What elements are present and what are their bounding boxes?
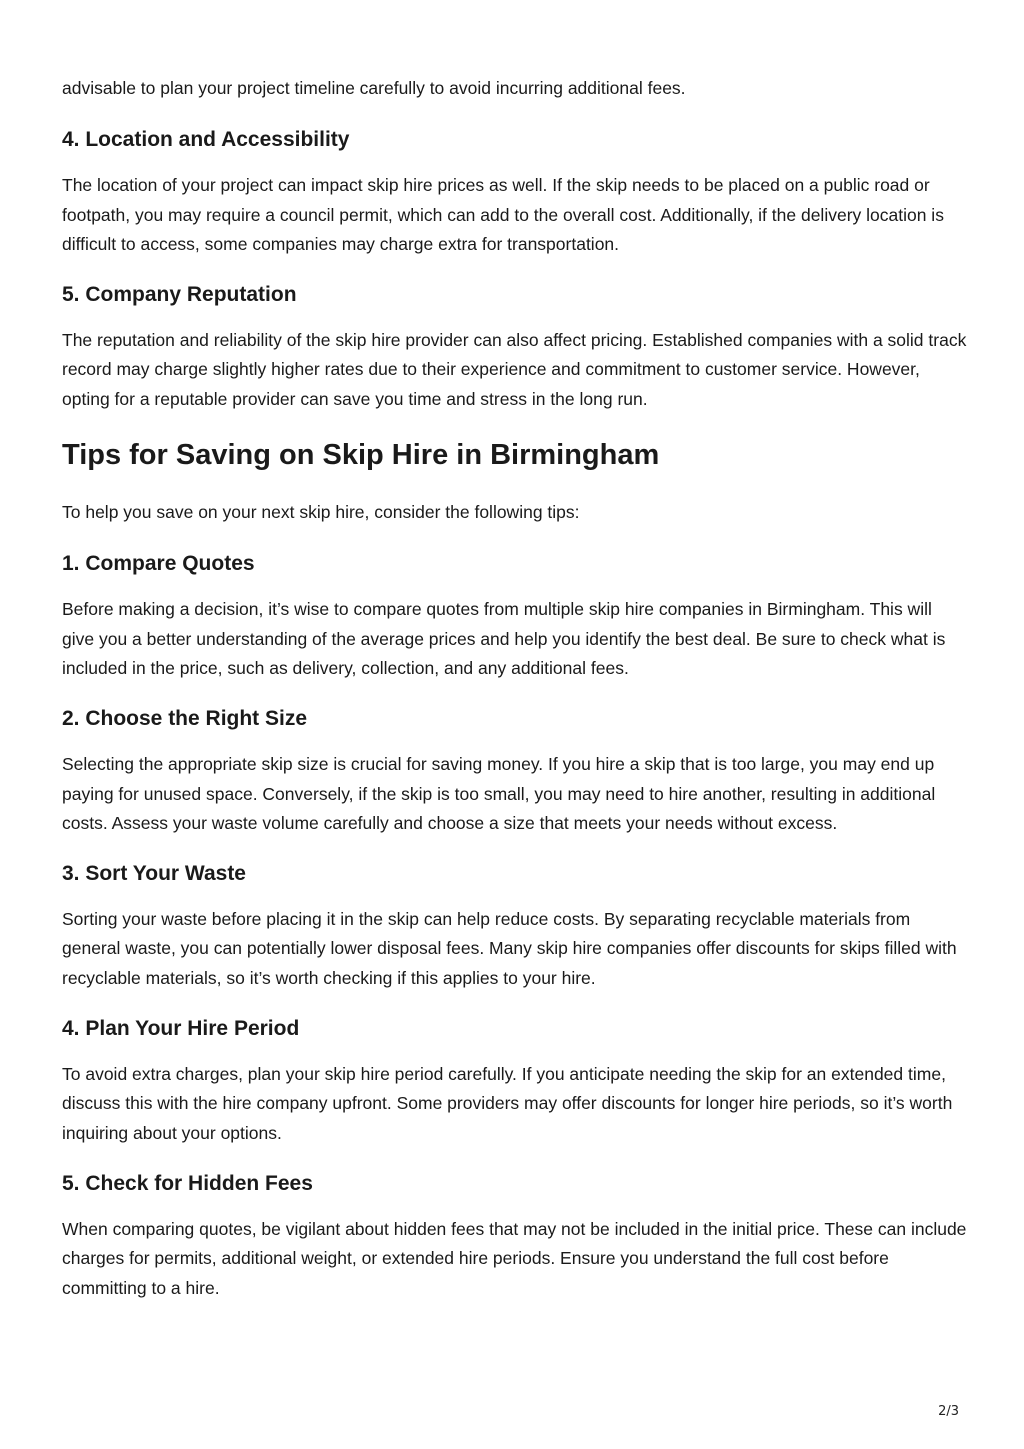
tips-section-intro: To help you save on your next skip hire, consider the following tips:: [62, 502, 580, 523]
tip-compare-quotes-body: Before making a decision, it’s wise to compare quotes from multiple skip hire companies in Birmingham. This will give you a better understanding of the average prices and help you identify the best deal. Be sure to check what is included in the price, such as delivery, collection, and any additional fees.: [62, 599, 946, 678]
tip-compare-quotes-heading: 1. Compare Quotes: [62, 552, 255, 576]
tip-sort-waste-body: Sorting your waste before placing it in the skip can help reduce costs. By separating recyclable materials from general waste, you can potentially lower disposal fees. Many skip hire companies offer discounts for skips filled with recyclable materials, so it’s worth checking if this applies to your hire.: [62, 909, 957, 988]
page-number: 2/3: [938, 1404, 959, 1419]
tip-hire-period-heading: 4. Plan Your Hire Period: [62, 1017, 300, 1041]
tip-hidden-fees-heading: 5. Check for Hidden Fees: [62, 1171, 313, 1195]
tip-right-size-body: Selecting the appropriate skip size is crucial for saving money. If you hire a skip that is too large, you may end up paying for unused space. Conversely, if the skip is too small, you may need to hire another, resulting in additional costs. Assess your waste volume carefully and choose a size that meets your needs without excess.: [62, 754, 936, 833]
tip-hidden-fees-body: When comparing quotes, be vigilant about hidden fees that may not be included in the initial price. These can include charges for permits, additional weight, or extended hire periods. Ensure you understand the full cost before committing to a hire.: [62, 1218, 967, 1298]
factor-location-body: The location of your project can impact skip hire prices as well. If the skip needs to be placed on a public road or footpath, you may require a council permit, which can add to the overall cost. Additionally, if the delivery location is difficult to access, some companies may charge extra for transportation.: [62, 175, 944, 254]
tip-right-size-section: [62, 705, 968, 838]
factor-reputation-section: [62, 281, 968, 414]
tip-hire-period-body: To avoid extra charges, plan your skip hire period carefully. If you anticipate needing the skip for an extended time, discuss this with the hire company upfront. Some providers may offer discounts for longer hire periods, so it’s worth inquiring about your options.: [62, 1064, 953, 1143]
tips-section-title: Tips for Saving on Skip Hire in Birmingham: [62, 439, 660, 472]
factor-reputation-heading: 5. Company Reputation: [62, 283, 297, 307]
document-page: [62, 74, 968, 1325]
tip-hidden-fees-section: [62, 1170, 968, 1303]
factor-reputation-body: The reputation and reliability of the skip hire provider can also affect pricing. Established companies with a solid track record may charge slightly higher rates due to their experience and commitment to customer service. However, opting for a reputable provider can save you time and stress in the long run.: [62, 330, 967, 409]
tip-hire-period-section: [62, 1015, 968, 1148]
factor-location-section: [62, 126, 968, 259]
tip-sort-waste-section: [62, 860, 968, 993]
tip-sort-waste-heading: 3. Sort Your Waste: [62, 862, 246, 886]
factor-location-heading: 4. Location and Accessibility: [62, 128, 350, 152]
tip-right-size-heading: 2. Choose the Right Size: [62, 707, 308, 731]
intro-tail-paragraph: advisable to plan your project timeline carefully to avoid incurring additional fees.: [62, 78, 686, 98]
tip-compare-quotes-section: [62, 550, 968, 683]
